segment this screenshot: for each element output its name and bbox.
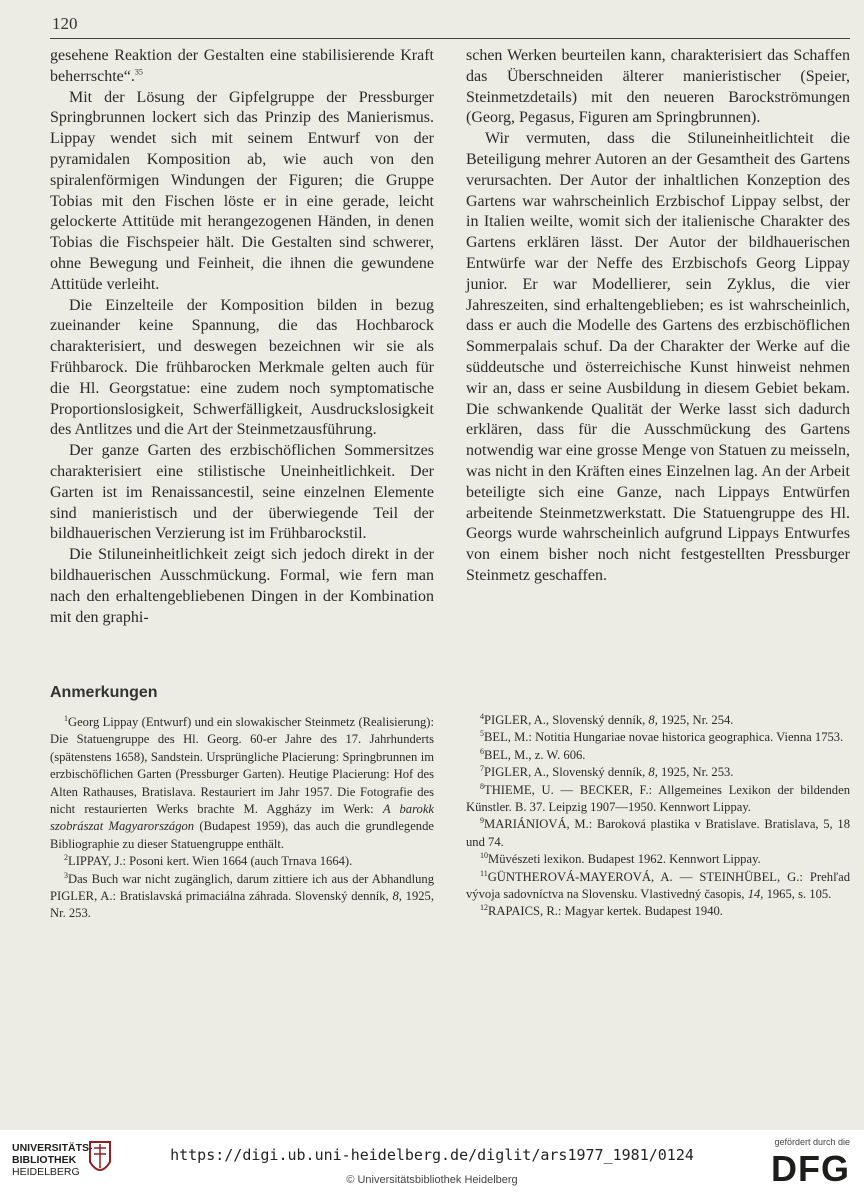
footnote: $^7$PIGLER, A., Slovenský denník, 8, 1925, Nr. 253. <box>480 764 734 780</box>
paragraph: Wir vermuten, dass die Stiluneinheitlichteit die Beteiligung mehrer Autoren an der Gesamtheit des Gartens verursachten. Der Autor der inhaltlichen Konzeption des Gartens war wahrscheinlich Erzbischof Lippay selbst, der in Italien weilte, womit sich der italienische Charakter des Gartens erklären lässt. Der Autor der bildhauerischen Entwürfe war der Neffe des Erzbischofs Georg Lippay junior. Er war Modellierer, sein Zyklus, die vier Jahreszeiten, sind erhaltengeblieben; es ist wahrscheinlich, dass er auch die Modelle des Gartens des erzbischöflichen Sommerpalais schuf. Da der Charakter der Werke auf die süddeutsche und österreichische Kunst hinweist nehmen wir an, dass er seine Ausbildung in diesem Gebiet bekam. Die schwankende Qualität der Werke lasst sich dadurch erklären, dass für die Ausschmückung des Gartens notwendig war eine grosse Menge von Statuen zu meisseln, was nicht in den Kräften eines Einzelnen lag. An der Arbeit beteiligte sich eine Ganze, nach Lippays Entwürfen arbeitende Steinmetzwerkstatt. Die Statuengruppe des Hl. Georgs wurde wahrscheinlich aufgrund Lippays Entwurfes von einem bisher noch nicht festgestellten Pressburger Steinmetz geschaffen. <box>466 130 850 584</box>
footnote: $^8$THIEME, U. — BECKER, F.: Allgemeines Lexikon der bildenden Künstler. B. 37. Leipzig 1907—1950. Kennwort Lippay. <box>466 781 850 815</box>
left-column <box>50 46 434 628</box>
footnote: $^5$BEL, M.: Notitia Hungariae novae historica geographica. Vienna 1753. <box>480 729 844 745</box>
right-column <box>466 46 850 587</box>
paragraph: Die Einzelteile der Komposition bilden in bezug zueinander keine Spannung, die das Hochbarock charakterisiert, und deswegen bezeichnen wir sie als Frühbarock. Die frühbarocken Merkmale gelten auch für die Hl. Georgstatue: eine zudem noch symptomatische Proportionslosigkeit, Schwerfälligkeit, Ausdruckslosigkeit des Antlitzes und die Art der Steinmetzausführung. <box>50 296 434 439</box>
paragraph: Der ganze Garten des erzbischöflichen Sommersitzes charakterisiert eine stilistische Uneinheitlichkeit. Der Garten ist im Renaissancestil, seine einzelnen Elemente sind manieristisch und der überwiegende Teil der bildhauerischen Verzierung ist im Frühbarockstil. <box>50 442 434 543</box>
footnote: $^9$MARIÁNIOVÁ, M.: Baroková plastika v Bratislave. Bratislava, 5, 18 und 74. <box>466 816 850 849</box>
footnote-ref: 35 <box>134 67 143 77</box>
dfg-logo[interactable]: DFG <box>771 1148 850 1189</box>
footnote-number: 10 <box>480 851 488 861</box>
footnote-number: 11 <box>480 868 488 878</box>
footnote-number: 7 <box>480 764 484 774</box>
footnote: $^1$Georg Lippay (Entwurf) und ein slowakischer Steinmetz (Realisierung): Die Statuengruppe des Hl. Georg. 60-er Jahre des 17. Jahrhunderts (spätenstens 1658), Sandstein. Ursprüngliche Placierung: Springbrunnen im erzbischöflichen Garten (Pressburger Garten). Heutige Placierung: Hof des Alten Rathauses, Bratislava. Restauriert im Jahr 1957. Die Fotografie des nicht restaurierten Werks brachte M. Aggházy im Werk: A barokk szobrászat Magyarországon (Budapest 1959), das auch die grundlegende Bibliographie zu dieser Statuengruppe enthält. <box>50 713 435 851</box>
notes-heading: Anmerkungen <box>50 684 158 701</box>
footnote: $^2$LIPPAY, J.: Posoni kert. Wien 1664 (auch Trnava 1664). <box>64 853 353 869</box>
permalink-url[interactable]: https://digi.ub.uni-heidelberg.de/diglit/ars1977_1981/0124 <box>170 1146 694 1164</box>
footnote: $^{12}$RAPAICS, R.: Magyar kertek. Budapest 1940. <box>480 903 723 919</box>
footnote: $^3$Das Buch war nicht zugänglich, darum zittiere ich aus der Abhandlung PIGLER, A.: Bratislavská primaciálna záhrada. Slovenský denník, 8, 1925, Nr. 253. <box>50 870 434 921</box>
footnote-number: 2 <box>64 853 68 863</box>
footnote: $^4$PIGLER, A., Slovenský denník, 8, 1925, Nr. 254. <box>480 711 734 727</box>
header-rule <box>50 38 850 39</box>
footnote-number: 1 <box>64 713 68 723</box>
footnote: $^{10}$Müvészeti lexikon. Budapest 1962. Kennwort Lippay. <box>480 851 761 867</box>
funding-caption: gefördert durch die <box>774 1137 850 1147</box>
footnote-number: 5 <box>480 729 484 739</box>
footnote: $^6$BEL, M., z. W. 606. <box>480 746 586 762</box>
notes-right-column <box>466 712 850 921</box>
footnote-number: 12 <box>480 903 488 913</box>
library-logo-text[interactable]: UNIVERSITÄTS- BIBLIOTHEK HEIDELBERG <box>12 1142 93 1178</box>
paragraph: schen Werken beurteilen kann, charakterisiert das Schaffen das Überschneiden älterer manieristischer (Speier, Steinmetzdetails) mit den neueren Barockströmungen (Georg, Pegasus, Figuren am Springbrunnen). <box>466 47 850 127</box>
footnote-number: 3 <box>64 870 68 880</box>
footnote-number: 9 <box>480 816 484 826</box>
footnote-number: 8 <box>480 781 484 791</box>
copyright-text: © Universitätsbibliothek Heidelberg <box>346 1174 518 1186</box>
footnote: $^{11}$GÜNTHEROVÁ-MAYEROVÁ, A. — STEINHÜBEL, G.: Prehľad vývoja sadovníctva na Slovensku. Vlastivedný časopis, 14, 1965, s. 105. <box>466 868 850 902</box>
notes-left-column <box>50 714 434 923</box>
paragraph: Mit der Lösung der Gipfelgruppe der Pressburger Springbrunnen lockert sich das Prinzip des Manierismus. Lippay wendet sich mit seinem Entwurf von der pyramidalen Komposition ab, wie auch von den spiralenförmigen Windungen der Figuren; die Gruppe Tobias mit den Fischen löste er in eine gerade, leicht gelockerte Attitüde mit herangezogenen Händen, in denen Tobias die Fischspeier hält. Die Gestalten sind schwerer, ohne Bewegung und Feinheit, die ihnen die gewundene Attitüde verleiht. <box>50 88 434 293</box>
footnote-number: 6 <box>480 746 484 756</box>
paragraph: gesehene Reaktion der Gestalten eine stabilisierende Kraft beherrschte“.$^{35}$ <box>50 47 434 85</box>
viewer-footer <box>0 1130 864 1196</box>
paragraph: Die Stiluneinheitlichkeit zeigt sich jedoch direkt in der bildhauerischen Ausschmückung. Formal, wie fern man nach den erhaltengebliebenen Dingen in der Kombination mit den graphi- <box>50 546 434 626</box>
page-number: 120 <box>52 14 78 33</box>
footnote-number: 4 <box>480 711 484 721</box>
